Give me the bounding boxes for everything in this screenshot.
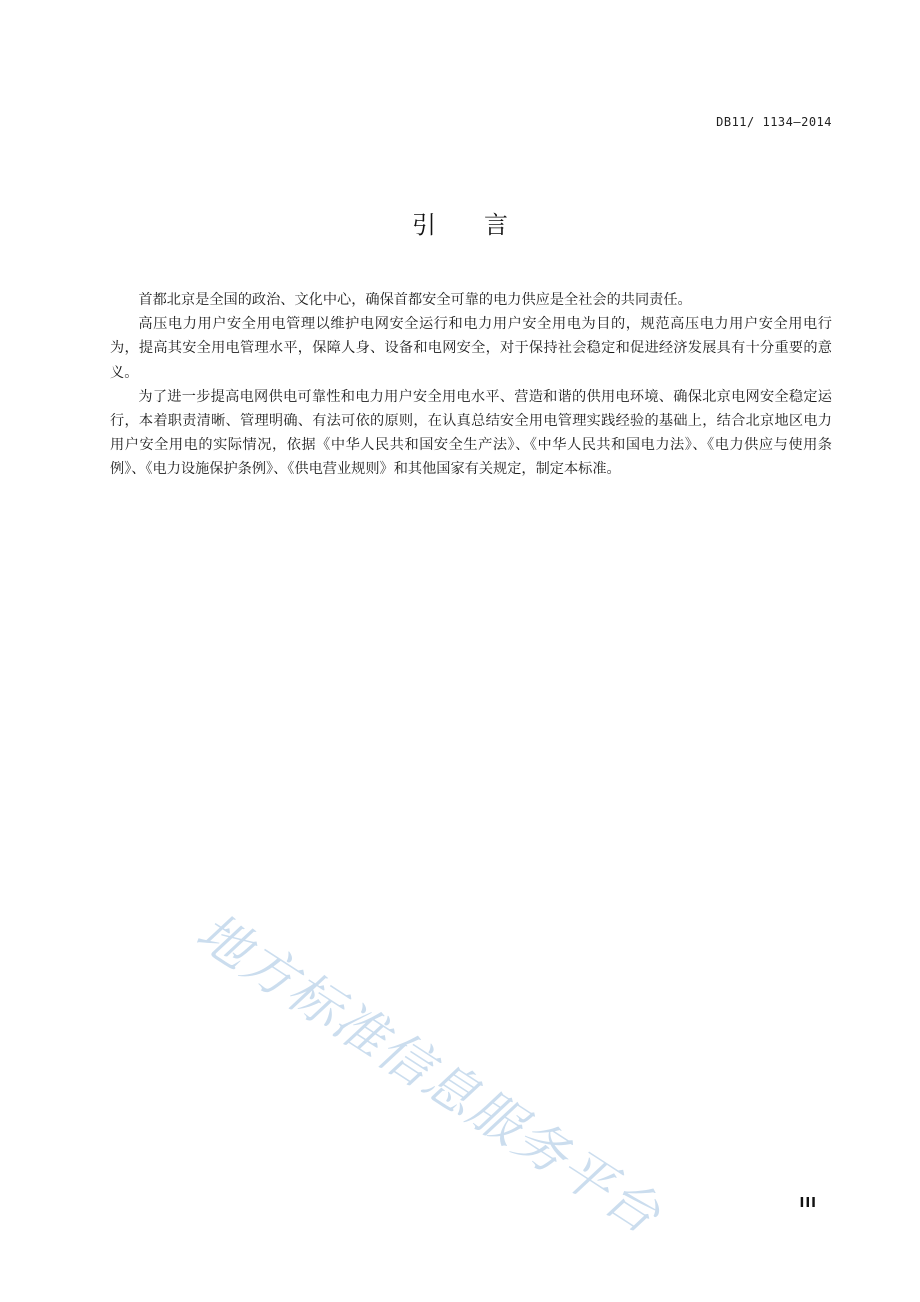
paragraph-3: 为了进一步提高电网供电可靠性和电力用户安全用电水平、营造和谐的供用电环境、确保北京电网安全稳定运行，本着职责清晰、管理明确、有法可依的原则，在认真总结安全用电管理实践经验的基础上，结合北京地区电力用户安全用电的实际情况，依据《中华人民共和国安全生产法》、《中华人民共和国电力法》、《电力供应与使用条例》、《电力设施保护条例》、《供电营业规则》和其他国家有关规定，制定本标准。 [110,388,832,478]
document-code: DB11/ 1134—2014 [716,115,832,129]
page-number: III [799,1196,817,1211]
paragraph-2: 高压电力用户安全用电管理以维护电网安全运行和电力用户安全用电为目的，规范高压电力用户安全用电行为，提高其安全用电管理水平，保障人身、设备和电网安全，对于保持社会稳定和促进经济发展具有十分重要的意义。 [110,316,832,381]
page-title: 引言 [412,211,556,239]
paragraph-1: 首都北京是全国的政治、文化中心，确保首都安全可靠的电力供应是全社会的共同责任。 [138,292,692,308]
body-text [110,288,832,482]
watermark: 地方标准信息服务平台 [185,901,672,1247]
